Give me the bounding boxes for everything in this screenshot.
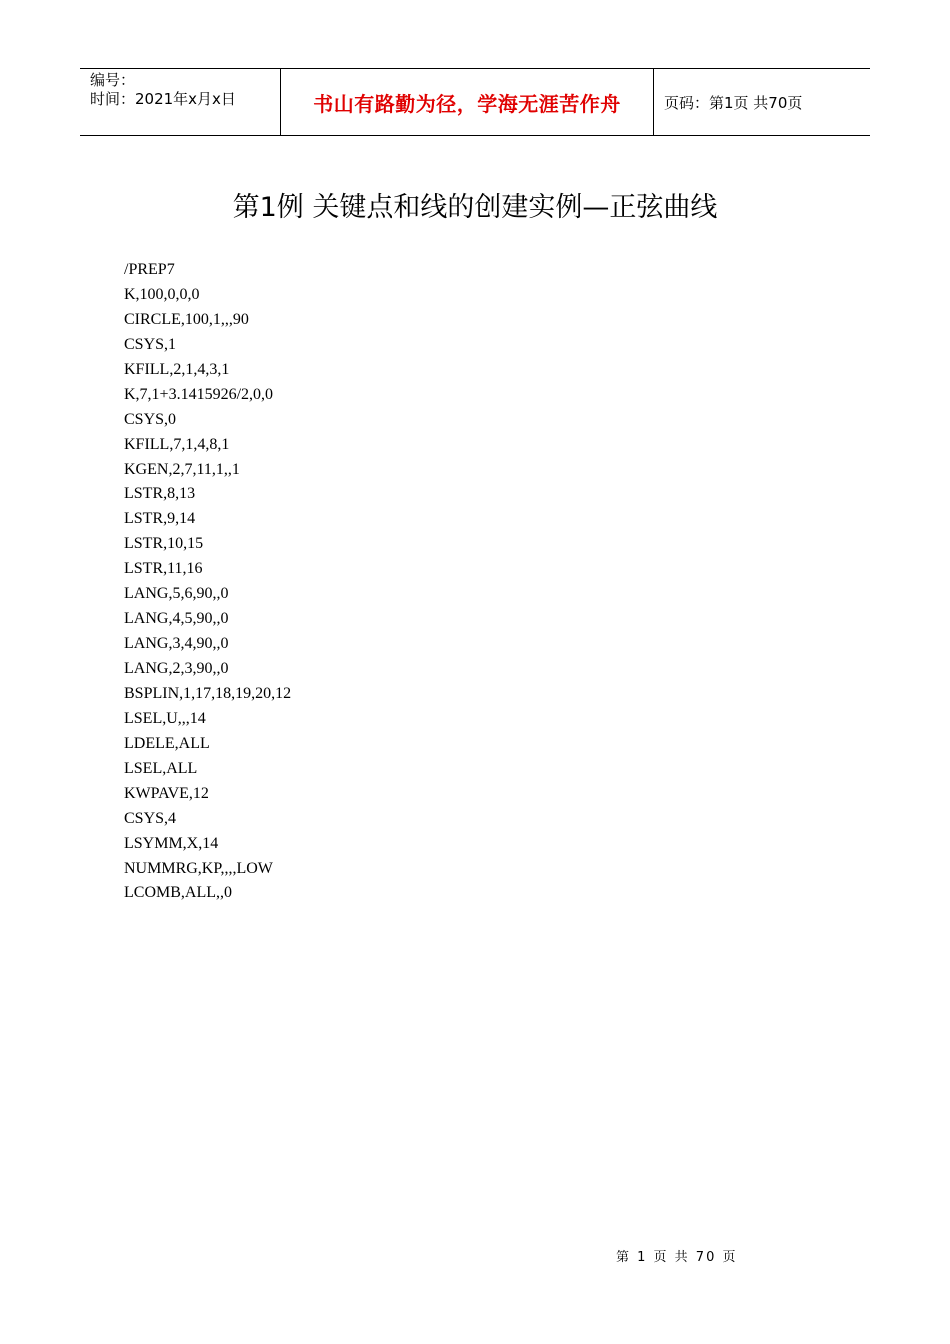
command-line: CIRCLE,100,1,,,90 bbox=[124, 310, 249, 328]
command-line: LSTR,9,14 bbox=[124, 510, 196, 528]
command-line: KFILL,2,1,4,3,1 bbox=[124, 360, 230, 378]
command-listing bbox=[124, 258, 291, 906]
command-line: LDELE,ALL bbox=[124, 734, 210, 752]
command-line: LSEL,U,,,14 bbox=[124, 709, 206, 727]
command-line: BSPLIN,1,17,18,19,20,12 bbox=[124, 684, 292, 702]
document-title: 第1例 关键点和线的创建实例—正弦曲线 bbox=[232, 192, 718, 223]
command-line: CSYS,1 bbox=[124, 335, 177, 353]
header-page-info: 页码：第1页 共70页 bbox=[664, 93, 803, 112]
page-footer: 第 1 页 共 70 页 bbox=[616, 1250, 738, 1265]
command-line: LSEL,ALL bbox=[124, 759, 198, 777]
header-meta bbox=[80, 69, 281, 135]
command-line: LANG,2,3,90,,0 bbox=[124, 660, 229, 677]
command-line: LANG,3,4,90,,0 bbox=[124, 635, 229, 653]
command-line: LCOMB,ALL,,0 bbox=[124, 884, 232, 902]
command-line: LSYMM,X,14 bbox=[124, 834, 219, 852]
command-line: LANG,4,5,90,,0 bbox=[124, 610, 229, 628]
command-line: LSTR,11,16 bbox=[124, 560, 203, 578]
document-date: 时间：2021年x月x日 bbox=[90, 90, 236, 108]
page-header bbox=[80, 68, 870, 136]
command-line: KWPAVE,12 bbox=[124, 784, 209, 802]
command-line: /PREP7 bbox=[124, 261, 175, 278]
command-line: LSTR,10,15 bbox=[124, 535, 204, 553]
command-line: LSTR,8,13 bbox=[124, 485, 196, 503]
command-line: NUMMRG,KP,,,,LOW bbox=[124, 859, 273, 877]
command-line: K,7,1+3.1415926/2,0,0 bbox=[124, 385, 274, 403]
command-line: KFILL,7,1,4,8,1 bbox=[124, 435, 230, 453]
header-motto: 书山有路勤为径，学海无涯苦作舟 bbox=[281, 69, 654, 135]
command-line: CSYS,4 bbox=[124, 809, 177, 827]
command-line: KGEN,2,7,11,1,,1 bbox=[124, 460, 240, 478]
document-number-label: 编号： bbox=[90, 71, 136, 89]
command-line: LANG,5,6,90,,0 bbox=[124, 585, 229, 603]
command-line: CSYS,0 bbox=[124, 410, 177, 428]
command-line: K,100,0,0,0 bbox=[124, 285, 200, 303]
